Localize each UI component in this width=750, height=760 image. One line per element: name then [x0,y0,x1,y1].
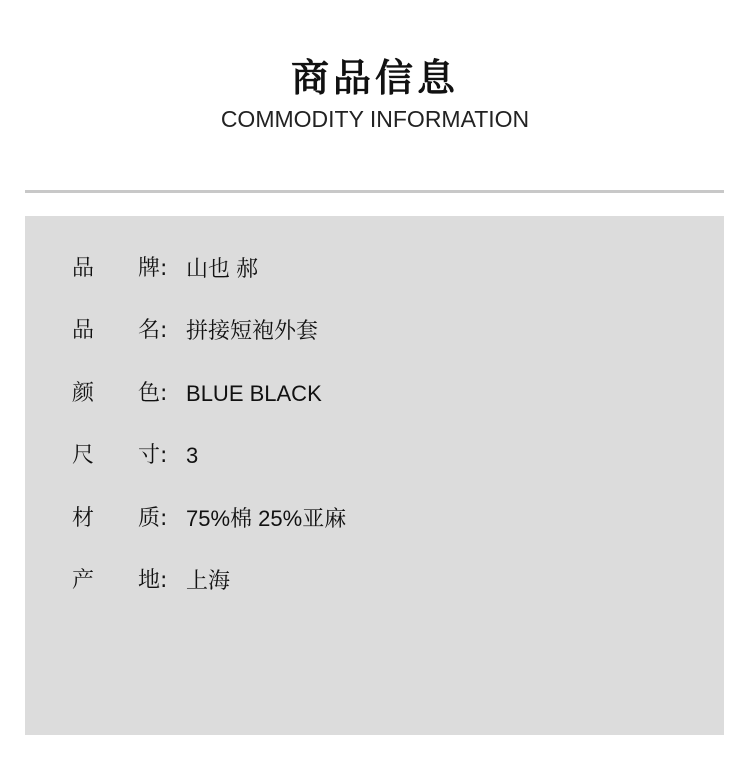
section-subtitle: COMMODITY INFORMATION [220,106,530,132]
info-row-size [72,440,198,472]
info-value-size: 3 [186,443,199,468]
info-row-color [72,378,322,410]
info-label-first-char: 品 [72,256,95,281]
info-label-second-char: 地 [138,568,161,593]
info-value-name: 拼接短袍外套 [186,318,319,343]
info-colon: : [160,568,168,593]
info-label-first-char: 产 [72,568,95,593]
info-colon: : [160,506,168,531]
info-label-first-char: 品 [72,318,95,343]
info-colon: : [160,256,168,281]
info-label-second-char: 质 [138,506,161,531]
info-label-second-char: 色 [138,381,161,406]
info-row-brand [72,253,258,285]
info-row-name [72,315,318,347]
info-label-second-char: 寸 [138,443,161,468]
info-label-first-char: 材 [72,506,95,531]
info-colon: : [160,443,168,468]
info-panel [25,216,724,735]
info-colon: : [160,381,168,406]
info-row-origin [72,565,230,597]
info-value-origin: 上海 [186,568,231,593]
info-row-material [72,503,346,535]
info-label-first-char: 颜 [72,381,95,406]
info-value-material: 75%棉 25%亚麻 [186,506,347,531]
info-value-brand: 山也 郝 [186,256,259,281]
info-label-second-char: 名 [138,318,161,343]
divider [25,190,724,193]
section-title: 商品信息 [290,56,459,100]
info-colon: : [160,318,168,343]
info-value-color: BLUE BLACK [186,381,322,406]
info-label-first-char: 尺 [72,443,95,468]
info-label-second-char: 牌 [138,256,161,281]
